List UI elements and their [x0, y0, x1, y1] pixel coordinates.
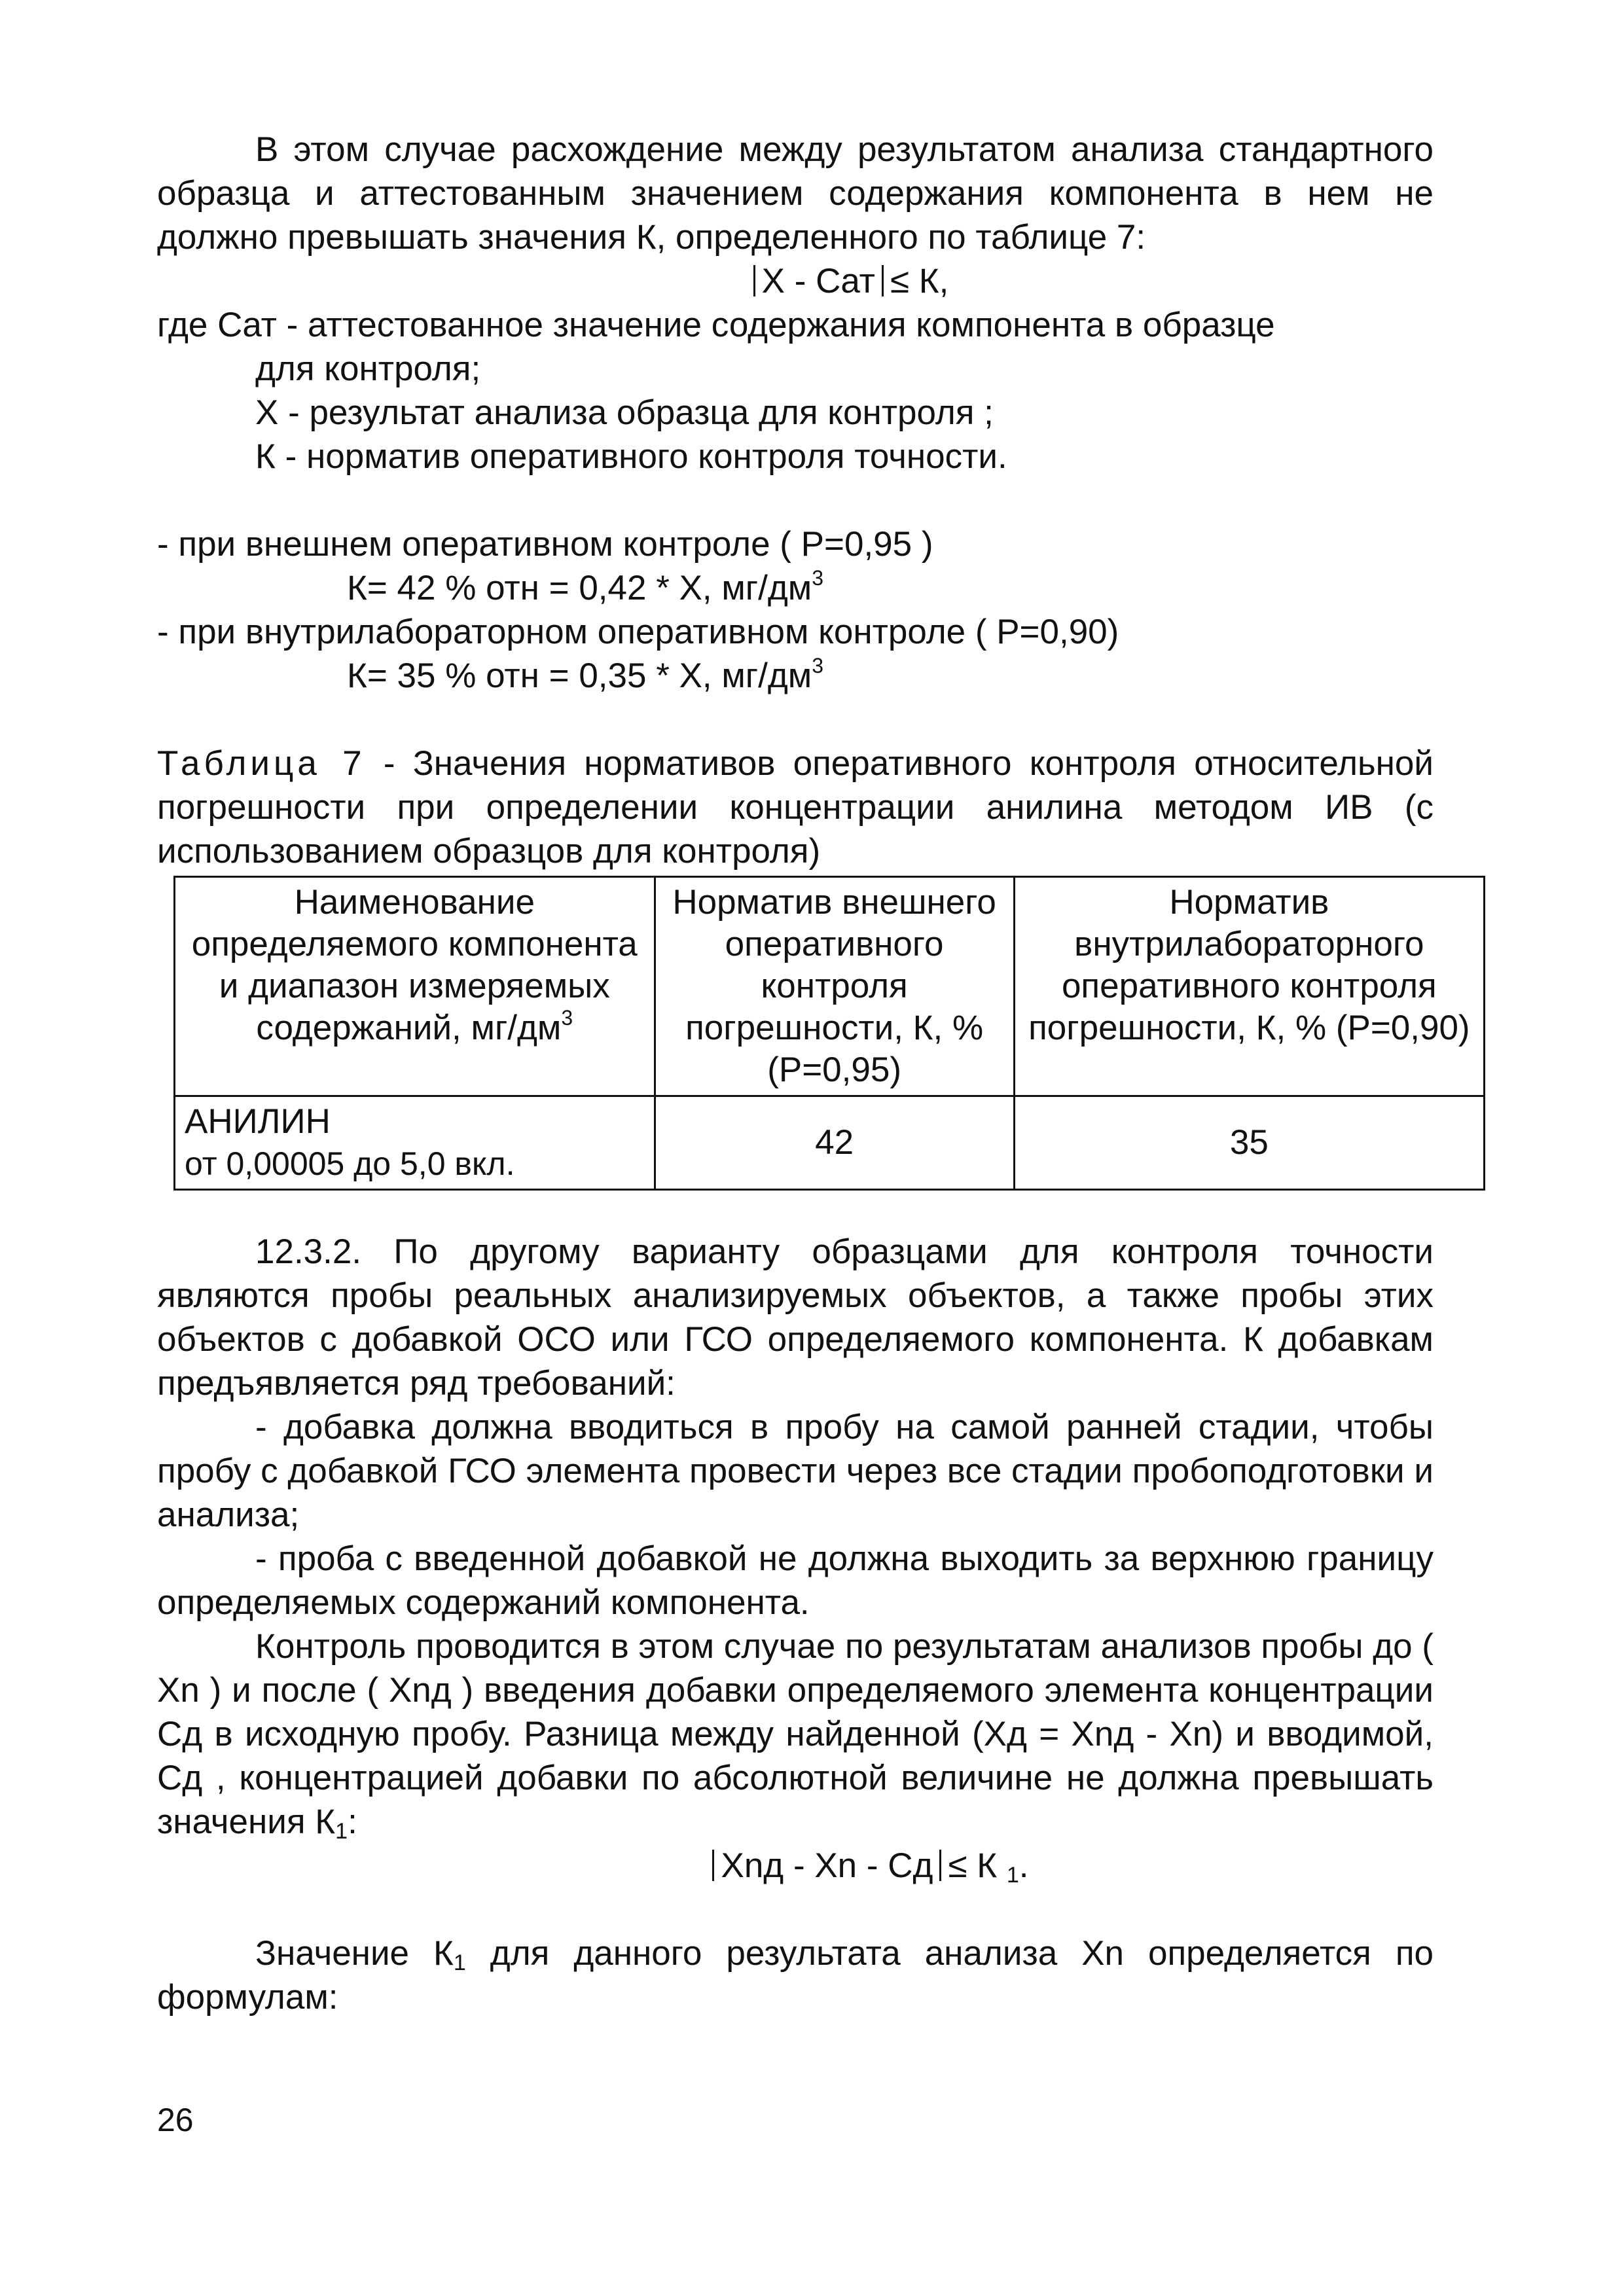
abs-bar-right	[939, 1850, 941, 1881]
external-control-formula	[157, 566, 1434, 610]
formula2-end: .	[1019, 1846, 1029, 1885]
header-component-text: Наименование определяемого компонента и диапазон измеряемых содержаний, мг/дм	[191, 883, 638, 1047]
norms-table	[173, 876, 1485, 1191]
internal-formula-text: К= 35 % отн = 0,35 * X, мг/дм	[347, 656, 812, 695]
definition-cat-cont: для контроля;	[255, 350, 481, 388]
formula2-lhs: Xnд - Xn - Cд	[721, 1846, 933, 1885]
abs-bar-left	[712, 1850, 714, 1881]
superscript-3: 3	[812, 566, 824, 590]
subscript-1: 1	[453, 1950, 466, 1975]
subscript-1: 1	[1006, 1863, 1019, 1888]
formula-lhs: X - Cат	[761, 262, 875, 300]
paragraph-k1-end: для данного результата анализа Xn определяется по формулам:	[157, 1934, 1434, 2017]
external-formula-text: К= 42 % отн = 0,42 * X, мг/дм	[347, 569, 812, 607]
header-internal: Норматив внутрилабораторного оперативного контроля погрешности, К, % (P=0,90)	[1014, 877, 1484, 1096]
table-caption-label: Таблица 7	[157, 744, 366, 783]
paragraph-control-end: :	[348, 1803, 357, 1841]
superscript-3: 3	[812, 654, 824, 677]
paragraph-control	[157, 1624, 1434, 1844]
document-page	[157, 128, 1470, 2019]
cell-component	[175, 1096, 655, 1190]
paragraph-k1	[157, 1931, 1434, 2019]
table-row	[175, 1096, 1485, 1190]
subscript-1: 1	[335, 1819, 348, 1844]
internal-control-formula	[157, 654, 1434, 698]
paragraph-k1-start: Значение К	[255, 1934, 454, 1973]
internal-control-label: - при внутрилабораторном оперативном контроле ( P=0,90)	[157, 613, 1119, 651]
abs-bar-right	[882, 265, 884, 296]
formula-addition-check	[157, 1844, 1434, 1888]
header-external: Норматив внешнего оперативного контроля погрешности, К, % (P=0,95)	[655, 877, 1014, 1096]
spacer	[157, 478, 1434, 522]
cell-external-value: 42	[655, 1096, 1014, 1190]
definition-k: К - норматив оперативного контроля точности.	[255, 437, 1007, 476]
page-number: 26	[157, 2102, 194, 2138]
definition-x: X - результат анализа образца для контроля ;	[255, 393, 994, 432]
paragraph-intro: В этом случае расхождение между результатом анализа стандартного образца и аттестованным значением содержания компонента в нем не должно превышать значения К, определенного по таблице 7:	[157, 130, 1434, 257]
table-caption-text: - Значения нормативов оперативного контроля относительной погрешности при определении концентрации анилина методом ИВ (с использованием образцов для контроля)	[157, 744, 1434, 870]
formula2-rhs: ≤ К	[948, 1846, 998, 1885]
formula-rhs: ≤ К,	[890, 262, 949, 300]
definition-cat: где Cат - аттестованное значение содержания компонента в образце	[157, 306, 1275, 344]
paragraph-12-3-2: 12.3.2. По другому варианту образцами для контроля точности являются пробы реальных анализируемых объектов, а также пробы этих объектов с добавкой ОСО или ГСО определяемого компонента. К добавкам предъявляется ряд требований:	[157, 1232, 1434, 1403]
requirement-2: - проба с введенной добавкой не должна выходить за верхнюю границу определяемых содержаний компонента.	[157, 1539, 1434, 1622]
paragraph-control-text: Контроль проводится в этом случае по результатам анализов пробы до ( Xn ) и после ( Xnд ) введения добавки определяемого элемента концентрации Cд в исходную пробу. Разница между найденной (Xд = Xnд - Xn) и вводимой, Cд , концентрацией добавки по абсолютной величине не должна превышать значения К	[157, 1627, 1434, 1841]
cell-internal-value: 35	[1014, 1096, 1484, 1190]
table-caption	[157, 742, 1434, 873]
header-component	[175, 877, 655, 1096]
component-name: АНИЛИН	[185, 1102, 331, 1141]
abs-bar-left	[753, 265, 755, 296]
requirement-1: - добавка должна вводиться в пробу на самой ранней стадии, чтобы пробу с добавкой ГСО элемента провести через все стадии пробоподготовки и анализа;	[157, 1408, 1434, 1534]
table-header-row	[175, 877, 1485, 1096]
superscript-3: 3	[561, 1006, 573, 1030]
formula-abs-difference	[157, 259, 1434, 303]
component-range: от 0,00005 до 5,0 вкл.	[185, 1145, 515, 1182]
spacer	[157, 1888, 1434, 1931]
spacer	[157, 698, 1434, 742]
external-control-label: - при внешнем оперативном контроле ( P=0,95 )	[157, 525, 933, 564]
